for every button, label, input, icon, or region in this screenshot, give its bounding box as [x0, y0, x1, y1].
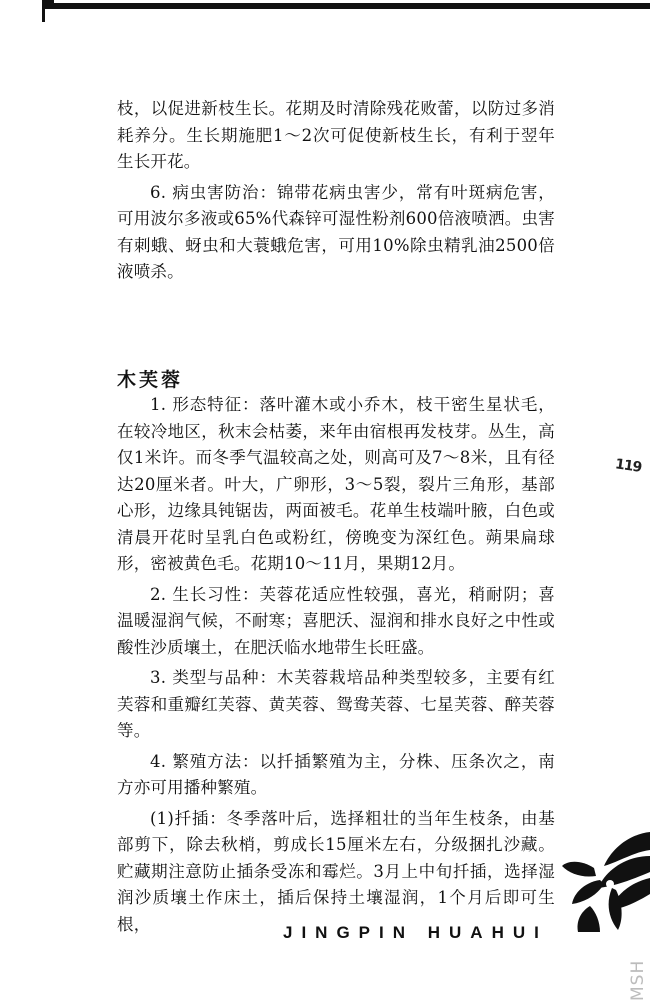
top-rule: [42, 3, 650, 9]
page-number: 119: [614, 456, 643, 476]
paragraph: 2. 生长习性：芙蓉花适应性较强，喜光，稍耐阴；喜温暖湿润气候，不耐寒；喜肥沃、湿润和排水良好之中性或酸性沙质壤土，在肥沃临水地带生长旺盛。: [117, 584, 555, 657]
paragraph: 4. 繁殖方法：以扦插繁殖为主，分株、压条次之，南方亦可用播种繁殖。: [117, 751, 555, 797]
paragraph: 6. 病虫害防治：锦带花病虫害少，常有叶斑病危害，可用波尔多液或65%代森锌可湿性粉剂600倍液喷洒。虫害有刺蛾、蚜虫和大蓑蛾危害，可用10%除虫精乳油2500倍液喷杀。: [117, 182, 555, 281]
section-b: [117, 392, 555, 942]
footer-title: JINGPIN HUAHUI: [283, 923, 548, 942]
corner-mark: [42, 0, 54, 22]
paragraph: 枝，以促进新枝生长。花期及时清除残花败蕾，以防过多消耗养分。生长期施肥1～2次可促使新枝生长，有利于翌年生长开花。: [117, 99, 555, 171]
watermark-text: MSH: [628, 959, 648, 1001]
paragraph: 3. 类型与品种：木芙蓉栽培品种类型较多，主要有红芙蓉和重瓣红芙蓉、黄芙蓉、鸳鸯芙蓉、七星芙蓉、醉芙蓉等。: [117, 668, 555, 740]
paragraph: 1. 形态特征：落叶灌木或小乔木，枝干密生星状毛，在较冷地区，秋末会枯萎，来年由宿根再发枝芽。丛生，高仅1米许。而冬季气温较高之处，则高可及7～8米，且有径达20厘米者。叶大，广卵形，3～5裂，裂片三角形，基部心形，边缘具钝锯齿，两面被毛。花单生枝端叶腋，白色或清晨开花时呈乳白色或粉红，傍晚变为深红色。蒴果扁球形，密被黄色毛。花期10～11月，果期12月。: [117, 395, 555, 573]
section-a: [117, 96, 555, 290]
paragraph: (1)扦插：冬季落叶后，选择粗壮的当年生枝条，由基部剪下，除去秋梢，剪成长15厘米左右，分级捆扎沙藏。贮藏期注意防止插条受冻和霉烂。3月上中旬扦插，选择湿润沙质壤土作床土，插后保持土壤湿润，1个月后即可生根，: [117, 808, 555, 934]
section-heading: 木芙蓉: [117, 369, 184, 391]
flower-illustration-icon: [560, 822, 650, 932]
watermark: [626, 942, 650, 1001]
